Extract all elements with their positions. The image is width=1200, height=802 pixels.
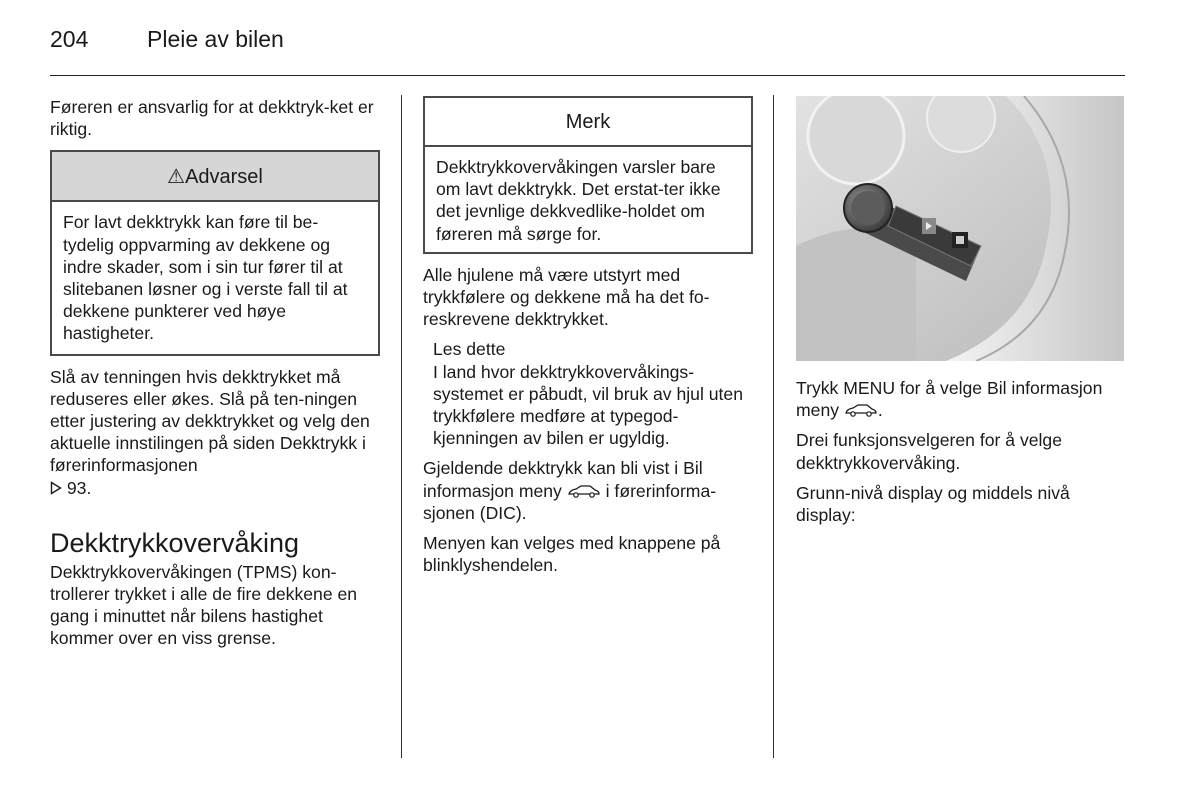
note-text: Dekktrykkovervåkingen varsler bare om lavt dekktrykk. Det erstat-ter ikke det jevnlige dekkvedlike-holdet om føreren må sørge for. [436,157,721,244]
menu-instruction-paragraph: Trykk MENU for å velge Bil informasjon meny . [796,378,1103,421]
page-reference: 93. [66,477,92,498]
car-icon [844,400,878,414]
les-dette-block [423,338,753,449]
note-box [423,96,753,254]
note-title: Merk [425,98,751,147]
selector-paragraph: Drei funksjonsvelgeren for å velge dekktrykkovervåking. [796,430,1063,473]
column-divider [401,95,402,758]
page-title: Pleie av bilen [147,26,284,52]
section-heading: Dekktrykkovervåking [50,527,300,558]
column-3 [796,96,1126,534]
menu-item-bil-informasjon: Bil informasjon meny [423,458,703,501]
tire-pressure-adjust-paragraph: Slå av tenningen hvis dekktrykket må reduseres eller økes. Slå på ten-ningen etter justering av dekktrykket og velg den aktuelle innstilingen på siden Dekktrykk i førerinformasjonen 93. [50,366,370,498]
warning-header [52,152,378,202]
car-icon [567,481,601,495]
column-2 [423,96,753,584]
menu-button-label: MENU [843,378,896,398]
intro-paragraph: Føreren er ansvarlig for at dekktryk-ket er riktig. [50,97,374,140]
sensor-paragraph: Alle hjulene må være utstyrt med trykkfølere og dekkene må ha det fo-reskrevene dekktrykket. [423,264,710,330]
header-rule [50,75,1125,76]
page-reference-icon [50,478,62,492]
dic-paragraph: Gjeldende dekktrykk kan bli vist i Bil informasjon meny i førerinforma-sjonen (DIC). [423,458,717,523]
column-divider [773,95,774,758]
les-dette-title: Les dette [433,339,506,360]
warning-icon: ⚠ [167,166,186,189]
les-dette-text: I land hvor dekktrykkovervåkings-systemet er påbudt, vil bruk av hjul uten trykkfølere medføre at typegod-kjenningen av bilen er ugyldig. [433,361,744,449]
turn-signal-lever-photo [796,96,1124,361]
menu-item-bil-informasjon: Bil informasjon meny [796,378,1103,421]
page-number: 204 [50,26,89,52]
menu-item-dekktrykk: Dekktrykk [279,433,358,454]
warning-title: Advarsel [185,166,263,189]
display-level-paragraph: Grunn-nivå display og middels nivå display: [796,482,1070,526]
warning-text: For lavt dekktrykk kan føre til be-tydelig oppvarming av dekkene og indre skader, som i sin tur fører til at slitebanen løsner og i verste fall til at dekkene punkterer ved høye hastigheter. [63,212,348,344]
section-paragraph: Dekktrykkovervåkingen (TPMS) kon-trollerer trykket i alle de fire dekkene en gang i minuttet når bilens hastighet kommer over en viss grense. [50,561,358,649]
menu-paragraph: Menyen kan velges med knappene på blinklyshendelen. [423,533,721,576]
column-1 [50,96,380,658]
warning-box [50,150,380,355]
